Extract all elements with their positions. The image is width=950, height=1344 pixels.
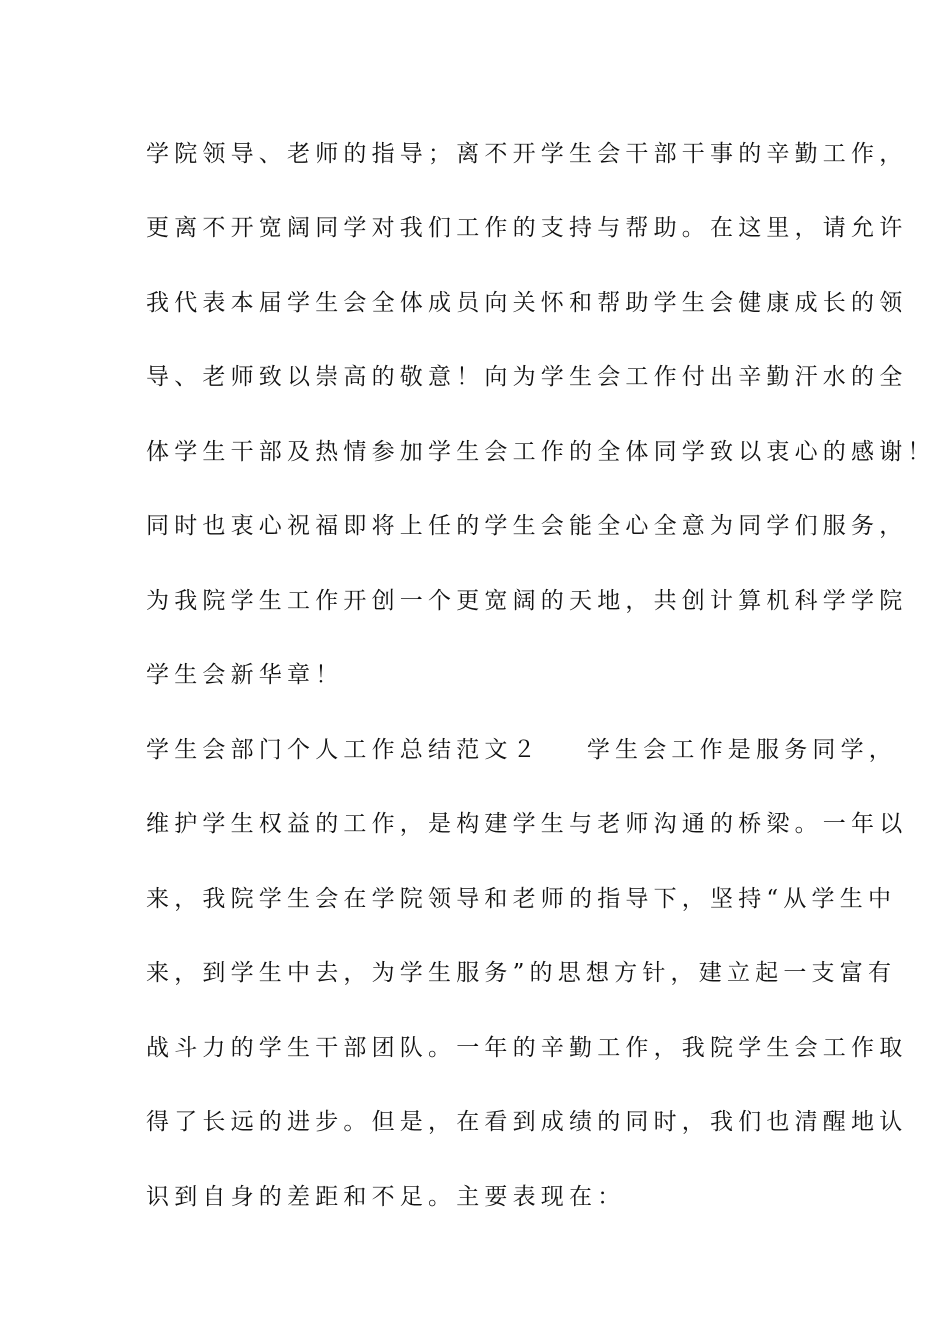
text-line: 来，到学生中去，为学生服务”的思想方针，建立起一支富有 (146, 960, 897, 986)
text-line: 战斗力的学生干部团队。一年的辛勤工作，我院学生会工作取 (146, 1035, 908, 1061)
text-line: 维护学生权益的工作，是构建学生与老师沟通的桥梁。一年以 (146, 811, 908, 837)
text-line: 导、老师致以崇高的敬意！向为学生会工作付出辛勤汗水的全 (146, 364, 908, 390)
paragraph-start: 学生会工作是服务同学， (586, 737, 898, 763)
text-line: 同时也衷心祝福即将上任的学生会能全心全意为同学们服务， (146, 513, 908, 539)
text-line: 体学生干部及热情参加学生会工作的全体同学致以衷心的感谢！ (146, 439, 936, 465)
text-line: 更离不开宽阔同学对我们工作的支持与帮助。在这里，请允许 (146, 215, 908, 241)
text-line: 学院领导、老师的指导；离不开学生会干部干事的辛勤工作， (146, 141, 908, 167)
heading-line (146, 735, 898, 765)
section-heading: 学生会部门个人工作总结范文２ (146, 737, 541, 763)
text-line: 来，我院学生会在学院领导和老师的指导下，坚持“从学生中 (146, 886, 897, 912)
text-line: 识到自身的差距和不足。主要表现在： (146, 1184, 626, 1210)
text-line: 得了长远的进步。但是，在看到成绩的同时，我们也清醒地认 (146, 1109, 908, 1135)
text-line: 为我院学生工作开创一个更宽阔的天地，共创计算机科学学院 (146, 588, 908, 614)
text-line: 我代表本届学生会全体成员向关怀和帮助学生会健康成长的领 (146, 290, 908, 316)
text-line: 学生会新华章！ (146, 662, 344, 688)
